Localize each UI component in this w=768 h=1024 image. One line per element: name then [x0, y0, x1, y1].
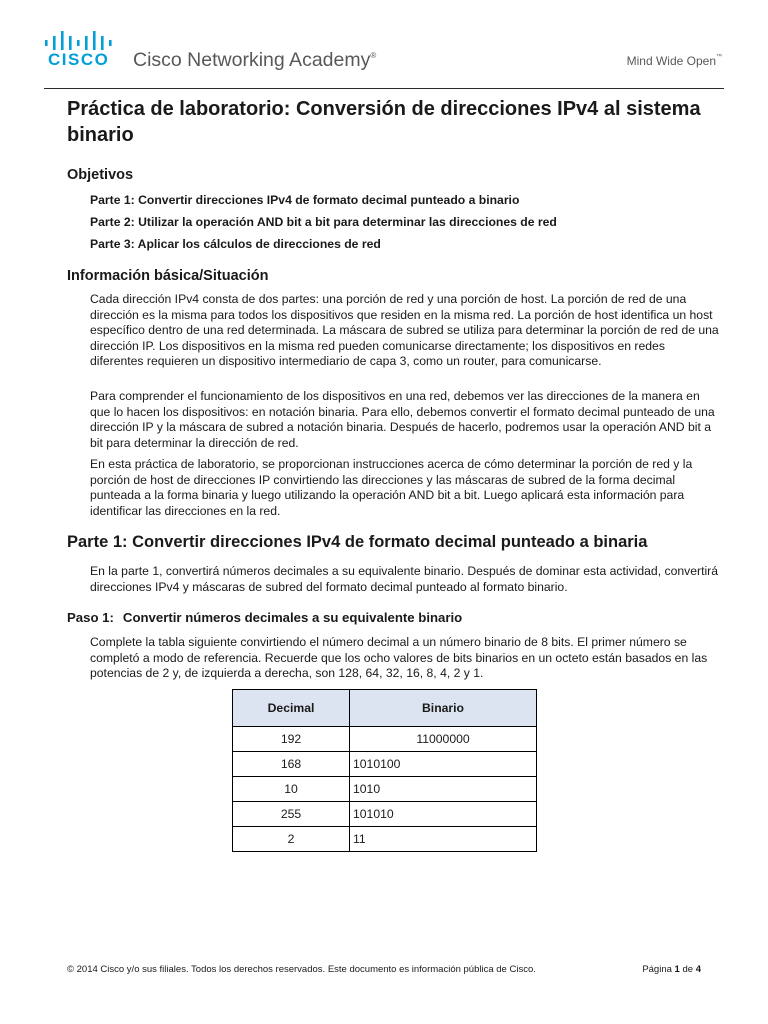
academy-name: Cisco Networking Academy® — [133, 49, 377, 71]
part1-intro: En la parte 1, convertirá números decimales a su equivalente binario. Después de dominar esta actividad, convertirá direcciones IPv4 y máscaras de subred del formato decimal punteado al formato binario. — [90, 564, 718, 594]
objective-item: Parte 3: Aplicar los cálculos de direcciones de red — [90, 237, 381, 251]
table-row — [233, 752, 537, 777]
page-header — [0, 0, 768, 92]
table-header-row — [233, 690, 537, 727]
step1-instructions: Complete la tabla siguiente convirtiendo el número decimal a un número binario de 8 bits. El primer número se completó a modo de referencia. Recuerde que los ocho valores de bits binarios en un octeto están basados en las potencias de 2 y, de izquierda a derecha, son 128, 64, 32, 16, 8, 4, 2 y 1. — [90, 635, 708, 680]
objectives-heading: Objetivos — [67, 167, 134, 183]
part1-heading: Parte 1: Convertir direcciones IPv4 de formato decimal punteado a binaria — [67, 533, 648, 551]
cisco-wordmark: CISCO — [48, 50, 110, 69]
background-paragraph: Para comprender el funcionamiento de los dispositivos en una red, debemos ver las direcciones de la manera en que lo hacen los dispositivos: en notación binaria. Para ello, debemos convertir el formato decimal punteado de una dirección IP y la máscara de subred a notación binaria. Después de hacerlo, podremos usar la operación AND bit a bit para determinar la dirección de red. — [90, 389, 715, 450]
background-paragraph: En esta práctica de laboratorio, se proporcionan instrucciones acerca de cómo determinar la porción de red y la porción de host de direcciones IP convirtiendo las direcciones y las máscaras de subred de la forma decimal punteada a la forma binaria y luego utilizando la operación AND bit a bit. Luego aplicará esta información para identificar las direcciones en la red. — [90, 457, 693, 518]
background-paragraph: Cada dirección IPv4 consta de dos partes: una porción de red y una porción de host. La porción de red de una dirección es la misma para todos los dispositivos que residen en la misma red. La porción de host identifica un host específico dentro de una red determinada. La máscara de subred se utiliza para determinar la porción de red de una dirección IP. Los dispositivos en la misma red pueden comunicarse directamente; los dispositivos en redes diferentes requieren un dispositivo intermediario de capa 3, como un router, para comunicarse. — [90, 292, 719, 368]
decimal-cell: 192 — [233, 727, 350, 752]
objective-item: Parte 1: Convertir direcciones IPv4 de formato decimal punteado a binario — [90, 193, 520, 207]
decimal-cell: 168 — [233, 752, 350, 777]
column-header-binary: Binario — [350, 690, 537, 727]
objective-item: Parte 2: Utilizar la operación AND bit a bit para determinar las direcciones de red — [90, 215, 557, 229]
table-row — [233, 727, 537, 752]
decimal-cell: 2 — [233, 827, 350, 852]
binary-answer-cell[interactable]: 11 — [350, 827, 537, 852]
step1-heading: Paso 1: Convertir números decimales a su equivalente binario — [67, 610, 463, 625]
binary-answer-cell[interactable]: 1010100 — [350, 752, 537, 777]
page-title: Práctica de laboratorio: Conversión de direcciones IPv4 al sistema binario — [67, 98, 701, 146]
decimal-cell: 10 — [233, 777, 350, 802]
background-heading: Información básica/Situación — [67, 268, 269, 284]
table-row — [233, 827, 537, 852]
table-row — [233, 777, 537, 802]
binary-answer-cell[interactable]: 101010 — [350, 802, 537, 827]
table-row — [233, 802, 537, 827]
cisco-bridge-logo-icon — [44, 31, 114, 51]
column-header-decimal: Decimal — [233, 690, 350, 727]
tagline: Mind Wide Open™ — [626, 54, 722, 68]
binary-answer-cell[interactable]: 1010 — [350, 777, 537, 802]
page-number: Página 1 de 4 — [642, 964, 701, 975]
decimal-binary-table — [232, 689, 537, 852]
copyright-notice: © 2014 Cisco y/o sus filiales. Todos los derechos reservados. Este documento es información pública de Cisco. — [67, 964, 536, 975]
decimal-cell: 255 — [233, 802, 350, 827]
binary-cell: 11000000 — [350, 727, 537, 752]
header-divider — [44, 88, 724, 89]
